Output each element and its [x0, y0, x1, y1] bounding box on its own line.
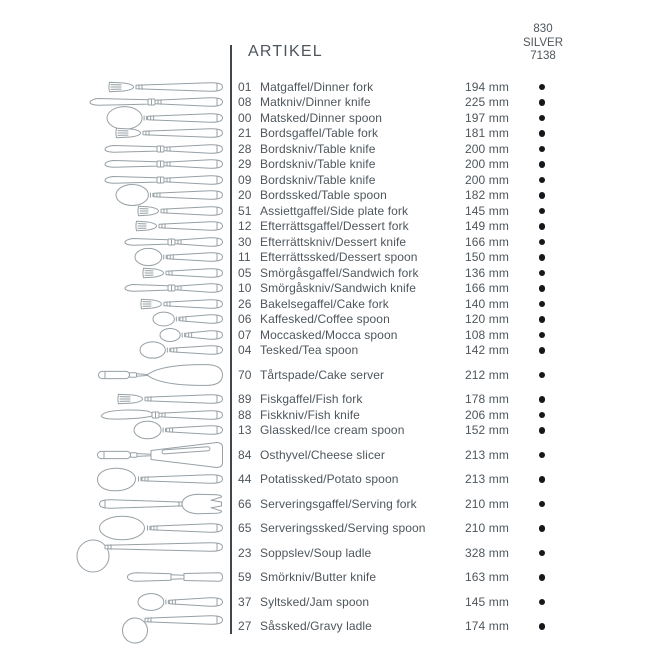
- availability-cell: [535, 347, 549, 354]
- article-size: 166 mm: [465, 234, 509, 249]
- availability-cell: [535, 372, 549, 379]
- article-number: 01: [238, 79, 252, 94]
- availability-dot: [539, 254, 546, 261]
- article-name: Soppslev/Soup ladle: [260, 545, 372, 560]
- article-number: 29: [238, 157, 252, 172]
- article-size: 328 mm: [465, 545, 509, 560]
- article-number: 09: [238, 172, 252, 187]
- article-name: Såssked/Gravy ladle: [260, 619, 372, 634]
- article-name: Smörgåskniv/Sandwich knife: [260, 281, 417, 296]
- article-name: Bordssked/Table spoon: [260, 188, 387, 203]
- availability-dot: [539, 192, 546, 199]
- article-name: Bordsgaffel/Table fork: [260, 126, 379, 141]
- article-number: 51: [238, 203, 252, 218]
- table-row: [0, 327, 671, 343]
- table-row: [0, 619, 671, 635]
- table-row: [0, 367, 671, 383]
- article-size: 200 mm: [465, 172, 509, 187]
- availability-cell: [535, 396, 549, 403]
- availability-dot: [539, 208, 546, 215]
- article-size: 213 mm: [465, 472, 509, 487]
- article-size: 181 mm: [465, 126, 509, 141]
- availability-dot: [539, 270, 546, 277]
- table-row: [0, 157, 671, 173]
- table-row: [0, 447, 671, 463]
- table-row: [0, 594, 671, 610]
- article-name: Kaffesked/Coffee spoon: [260, 312, 390, 327]
- cutlery-illustration: [0, 545, 224, 561]
- availability-cell: [535, 623, 549, 630]
- article-size: 140 mm: [465, 296, 509, 311]
- table-row: [0, 496, 671, 512]
- availability-cell: [535, 599, 549, 606]
- article-name: Bordskniv/Table knife: [260, 172, 376, 187]
- table-row: [0, 203, 671, 219]
- availability-dot: [539, 239, 546, 246]
- availability-cell: [535, 270, 549, 277]
- article-size: 178 mm: [465, 392, 509, 407]
- article-size: 136 mm: [465, 265, 509, 280]
- article-size: 213 mm: [465, 447, 509, 462]
- table-row: [0, 95, 671, 111]
- availability-cell: [535, 99, 549, 106]
- table-row: [0, 312, 671, 328]
- availability-cell: [535, 427, 549, 434]
- availability-cell: [535, 550, 549, 557]
- article-number: 23: [238, 545, 252, 560]
- column-header-artikel: ARTIKEL: [248, 43, 323, 60]
- availability-dot: [539, 501, 546, 508]
- table-row: [0, 126, 671, 142]
- article-name: Syltsked/Jam spoon: [260, 594, 370, 609]
- availability-dot: [539, 396, 546, 403]
- article-number: 65: [238, 521, 252, 536]
- series-code-line: 7138: [530, 50, 556, 62]
- article-number: 84: [238, 447, 252, 462]
- article-size: 225 mm: [465, 95, 509, 110]
- article-size: 108 mm: [465, 327, 509, 342]
- availability-dot: [539, 427, 546, 434]
- table-row: [0, 250, 671, 266]
- article-size: 212 mm: [465, 367, 509, 382]
- availability-cell: [535, 332, 549, 339]
- article-number: 30: [238, 234, 252, 249]
- table-row: [0, 570, 671, 586]
- article-size: 150 mm: [465, 250, 509, 265]
- availability-cell: [535, 239, 549, 246]
- availability-cell: [535, 285, 549, 292]
- series-code-line: SILVER: [522, 36, 564, 49]
- availability-dot: [539, 223, 546, 230]
- article-name: Fiskgaffel/Fish fork: [260, 392, 363, 407]
- article-number: 04: [238, 343, 252, 358]
- article-size: 145 mm: [465, 594, 509, 609]
- table-row: [0, 172, 671, 188]
- cutlery-illustration: [0, 496, 224, 512]
- article-table: [0, 79, 671, 634]
- availability-cell: [535, 161, 549, 168]
- article-name: Matkniv/Dinner knife: [260, 95, 371, 110]
- article-number: 37: [238, 594, 252, 609]
- article-size: 200 mm: [465, 157, 509, 172]
- availability-cell: [535, 130, 549, 137]
- table-row: [0, 296, 671, 312]
- table-row: [0, 219, 671, 235]
- article-number: 27: [238, 619, 252, 634]
- cutlery-illustration: [0, 619, 224, 635]
- availability-cell: [535, 146, 549, 153]
- article-number: 89: [238, 392, 252, 407]
- article-name: Bakelsegaffel/Cake fork: [260, 296, 389, 311]
- table-row: [0, 265, 671, 281]
- availability-cell: [535, 501, 549, 508]
- availability-dot: [539, 574, 546, 581]
- table-row: [0, 141, 671, 157]
- availability-cell: [535, 316, 549, 323]
- article-number: 66: [238, 496, 252, 511]
- availability-dot: [539, 623, 546, 630]
- article-number: 10: [238, 281, 252, 296]
- availability-cell: [535, 115, 549, 122]
- article-number: 21: [238, 126, 252, 141]
- article-size: 194 mm: [465, 79, 509, 94]
- article-number: 11: [238, 250, 251, 265]
- table-row: [0, 545, 671, 561]
- availability-cell: [535, 254, 549, 261]
- article-size: 149 mm: [465, 219, 509, 234]
- article-name: Matsked/Dinner spoon: [260, 110, 383, 125]
- availability-cell: [535, 452, 549, 459]
- article-name: Tårtspade/Cake server: [260, 367, 385, 382]
- availability-cell: [535, 192, 549, 199]
- article-number: 88: [238, 407, 252, 422]
- availability-cell: [535, 208, 549, 215]
- availability-dot: [539, 332, 546, 339]
- article-size: 152 mm: [465, 423, 509, 438]
- availability-dot: [539, 372, 546, 379]
- article-size: 200 mm: [465, 141, 509, 156]
- article-number: 05: [238, 265, 252, 280]
- table-row: [0, 423, 671, 439]
- article-name: Efterrättskniv/Dessert knife: [260, 234, 407, 249]
- availability-dot: [539, 301, 546, 308]
- availability-cell: [535, 84, 549, 91]
- article-name: Osthyvel/Cheese slicer: [260, 447, 385, 462]
- article-size: 166 mm: [465, 281, 509, 296]
- availability-dot: [539, 285, 546, 292]
- article-name: Efterrättssked/Dessert spoon: [260, 250, 418, 265]
- availability-dot: [539, 550, 546, 557]
- table-row: [0, 407, 671, 423]
- availability-dot: [539, 115, 546, 122]
- article-name: Smörkniv/Butter knife: [260, 570, 377, 585]
- article-name: Smörgåsgaffel/Sandwich fork: [260, 265, 419, 280]
- article-number: 13: [238, 423, 252, 438]
- availability-dot: [539, 99, 546, 106]
- availability-dot: [539, 146, 546, 153]
- availability-dot: [539, 347, 546, 354]
- table-row: [0, 343, 671, 359]
- article-size: 206 mm: [465, 407, 509, 422]
- article-size: 145 mm: [465, 203, 509, 218]
- availability-cell: [535, 177, 549, 184]
- availability-dot: [539, 452, 546, 459]
- article-number: 06: [238, 312, 252, 327]
- table-row: [0, 234, 671, 250]
- table-row: [0, 188, 671, 204]
- table-row: [0, 110, 671, 126]
- article-number: 00: [238, 110, 252, 125]
- availability-dot: [539, 130, 546, 137]
- article-number: 44: [238, 472, 252, 487]
- article-name: Efterrättsgaffel/Dessert fork: [260, 219, 409, 234]
- article-name: Potatissked/Potato spoon: [260, 472, 399, 487]
- article-name: Matgaffel/Dinner fork: [260, 79, 374, 94]
- table-row: [0, 281, 671, 297]
- article-size: 210 mm: [465, 521, 509, 536]
- availability-dot: [539, 316, 546, 323]
- cutlery-illustration: [0, 447, 224, 463]
- article-name: Bordskniv/Table knife: [260, 141, 376, 156]
- article-number: 12: [238, 219, 252, 234]
- article-size: 120 mm: [465, 312, 509, 327]
- availability-cell: [535, 412, 549, 419]
- availability-dot: [539, 84, 546, 91]
- cutlery-illustration: [0, 594, 224, 610]
- article-size: 174 mm: [465, 619, 509, 634]
- availability-cell: [535, 476, 549, 483]
- article-name: Glassked/Ice cream spoon: [260, 423, 405, 438]
- availability-cell: [535, 301, 549, 308]
- article-name: Tesked/Tea spoon: [260, 343, 359, 358]
- availability-dot: [539, 161, 546, 168]
- article-name: Fiskkniv/Fish knife: [260, 407, 360, 422]
- availability-dot: [539, 476, 546, 483]
- article-number: 08: [238, 95, 252, 110]
- article-number: 70: [238, 367, 252, 382]
- availability-dot: [539, 599, 546, 606]
- cutlery-illustration: [0, 423, 224, 439]
- article-number: 07: [238, 327, 252, 342]
- cutlery-illustration: [0, 367, 224, 383]
- availability-cell: [535, 525, 549, 532]
- article-size: 182 mm: [465, 188, 509, 203]
- availability-cell: [535, 574, 549, 581]
- availability-cell: [535, 223, 549, 230]
- article-size: 142 mm: [465, 343, 509, 358]
- availability-dot: [539, 525, 546, 532]
- cutlery-illustration: [0, 472, 224, 488]
- article-name: Moccasked/Mocca spoon: [260, 327, 398, 342]
- series-code-line: 830: [533, 23, 553, 35]
- article-size: 163 mm: [465, 570, 509, 585]
- table-row: [0, 472, 671, 488]
- article-size: 210 mm: [465, 496, 509, 511]
- article-size: 197 mm: [465, 110, 509, 125]
- article-name: Assiettgaffel/Side plate fork: [260, 203, 409, 218]
- article-number: 26: [238, 296, 252, 311]
- cutlery-illustration: [0, 343, 224, 359]
- availability-dot: [539, 177, 546, 184]
- cutlery-illustration: [0, 570, 224, 586]
- series-code-header: [513, 23, 573, 64]
- article-name: Serveringssked/Serving spoon: [260, 521, 426, 536]
- gravy-ladle-icon: [120, 608, 224, 644]
- availability-dot: [539, 412, 546, 419]
- article-number: 28: [238, 141, 252, 156]
- article-name: Bordskniv/Table knife: [260, 157, 376, 172]
- article-number: 20: [238, 188, 252, 203]
- article-number: 59: [238, 570, 252, 585]
- article-name: Serveringsgaffel/Serving fork: [260, 496, 417, 511]
